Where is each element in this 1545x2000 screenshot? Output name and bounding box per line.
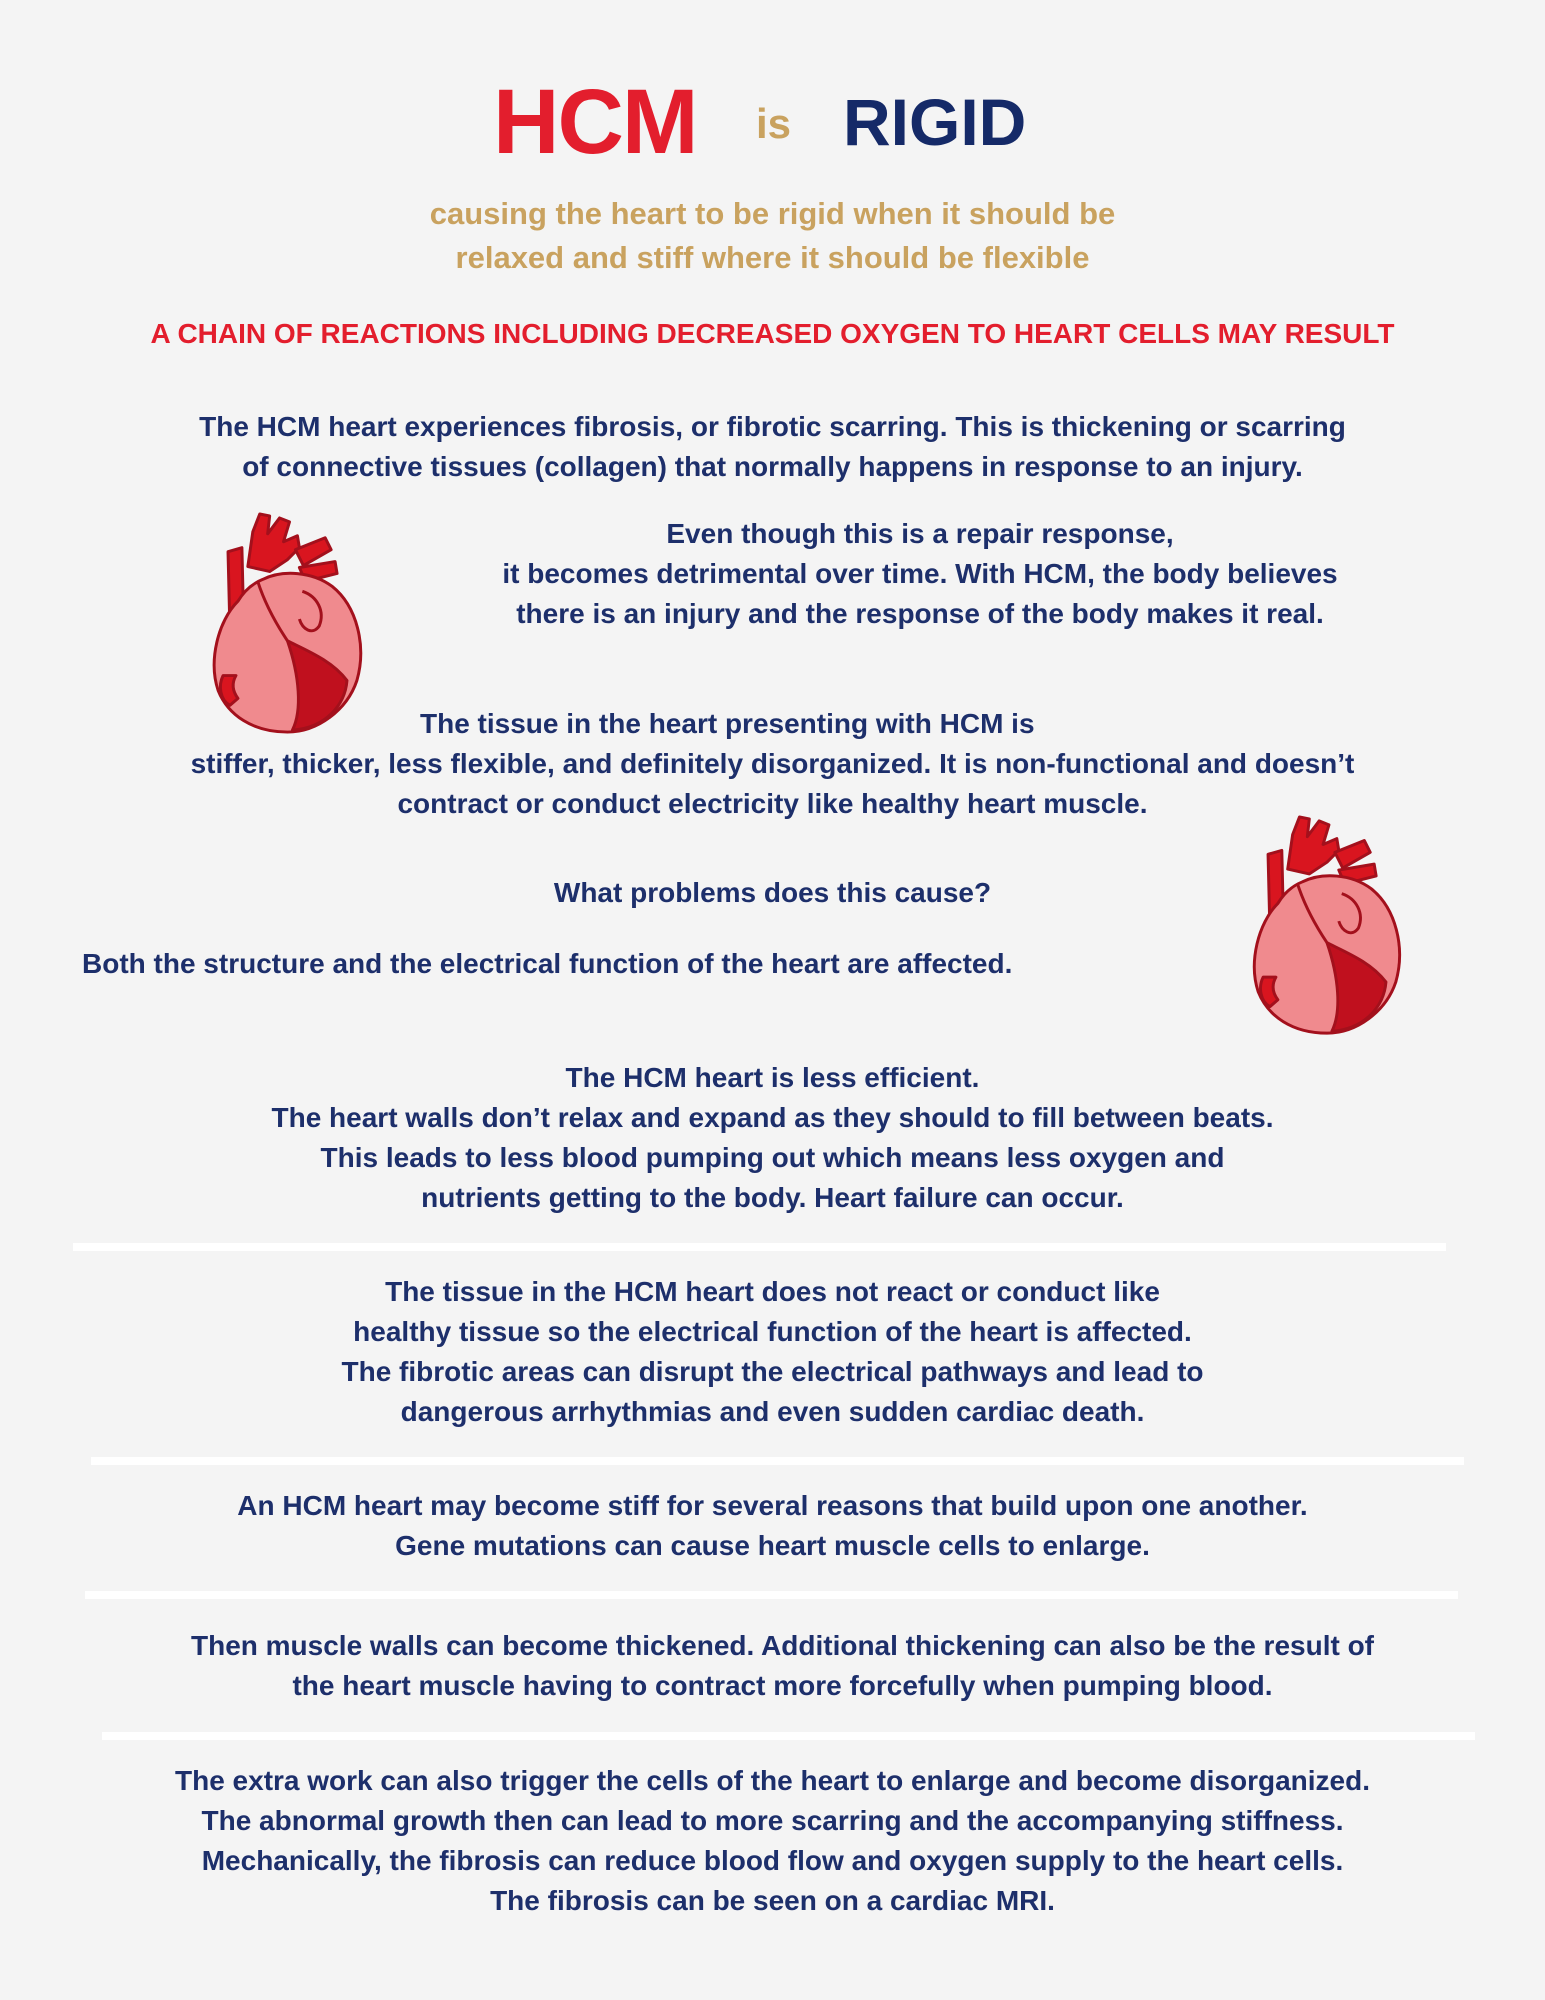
anatomical-heart-icon <box>1247 815 1407 1041</box>
paragraph-line: This leads to less blood pumping out which means less oxygen and <box>320 1142 1225 1173</box>
efficiency-paragraph <box>0 1058 1545 1218</box>
section-divider <box>102 1732 1475 1740</box>
paragraph-line: Then muscle walls can become thickened. Additional thickening can also be the result of <box>190 1630 1374 1661</box>
chain-heading: A CHAIN OF REACTIONS INCLUDING DECREASED OXYGEN TO HEART CELLS MAY RESULT <box>150 318 1395 349</box>
thickening-paragraph <box>10 1626 1545 1706</box>
paragraph-line: Gene mutations can cause heart muscle cells to enlarge. <box>395 1530 1150 1561</box>
question-heading: What problems does this cause? <box>553 877 992 908</box>
subtitle-line: relaxed and stiff where it should be flexible <box>455 240 1090 275</box>
page-title <box>0 70 1545 180</box>
paragraph-line: stiffer, thicker, less flexible, and definitely disorganized. It is non-functional and doesn’t <box>190 748 1355 779</box>
subtitle-line: causing the heart to be rigid when it should be <box>429 196 1116 231</box>
paragraph-line: healthy tissue so the electrical function of the heart is affected. <box>353 1316 1192 1347</box>
reasons-paragraph <box>0 1486 1545 1566</box>
paragraph-line: An HCM heart may become stiff for several reasons that build upon one another. <box>237 1490 1308 1521</box>
paragraph-line: The extra work can also trigger the cells of the heart to enlarge and become disorganized. <box>175 1765 1370 1796</box>
paragraph-line: The fibrotic areas can disrupt the electrical pathways and lead to <box>341 1356 1204 1387</box>
paragraph-line: of connective tissues (collagen) that normally happens in response to an injury. <box>242 451 1303 482</box>
paragraph-line: it becomes detrimental over time. With HCM, the body believes <box>502 558 1338 589</box>
repair-paragraph <box>420 514 1420 634</box>
electrical-paragraph <box>0 1272 1545 1432</box>
paragraph-line: The abnormal growth then can lead to more scarring and the accompanying stiffness. <box>201 1805 1344 1836</box>
paragraph-line: The tissue in the HCM heart does not react or conduct like <box>385 1276 1160 1307</box>
section-divider <box>91 1457 1464 1465</box>
fibrosis-paragraph <box>0 407 1545 487</box>
paragraph-line: the heart muscle having to contract more forcefully when pumping blood. <box>292 1670 1273 1701</box>
title-hcm: HCM <box>493 71 697 173</box>
paragraph-line: The heart walls don’t relax and expand as they should to fill between beats. <box>271 1102 1274 1133</box>
section-divider <box>73 1243 1446 1251</box>
subtitle <box>0 192 1545 280</box>
title-is: is <box>756 100 792 147</box>
extra-work-paragraph <box>0 1761 1545 1921</box>
paragraph-line: dangerous arrhythmias and even sudden cardiac death. <box>400 1396 1145 1427</box>
paragraph-line: The fibrosis can be seen on a cardiac MRI. <box>490 1885 1055 1916</box>
paragraph-line: The tissue in the heart presenting with HCM is <box>420 708 1035 739</box>
title-rigid: RIGID <box>843 85 1027 159</box>
paragraph-line: nutrients getting to the body. Heart failure can occur. <box>421 1182 1124 1213</box>
paragraph-line: The HCM heart is less efficient. <box>565 1062 980 1093</box>
paragraph-line: there is an injury and the response of the body makes it real. <box>516 598 1324 629</box>
paragraph-line: contract or conduct electricity like healthy heart muscle. <box>397 788 1148 819</box>
paragraph-line: The HCM heart experiences fibrosis, or fibrotic scarring. This is thickening or scarring <box>199 411 1346 442</box>
affected-statement: Both the structure and the electrical function of the heart are affected. <box>82 948 1013 979</box>
paragraph-line: Mechanically, the fibrosis can reduce blood flow and oxygen supply to the heart cells. <box>201 1845 1344 1876</box>
paragraph-line: Even though this is a repair response, <box>666 518 1174 549</box>
tissue-paragraph <box>0 704 1545 824</box>
section-divider <box>85 1591 1458 1599</box>
